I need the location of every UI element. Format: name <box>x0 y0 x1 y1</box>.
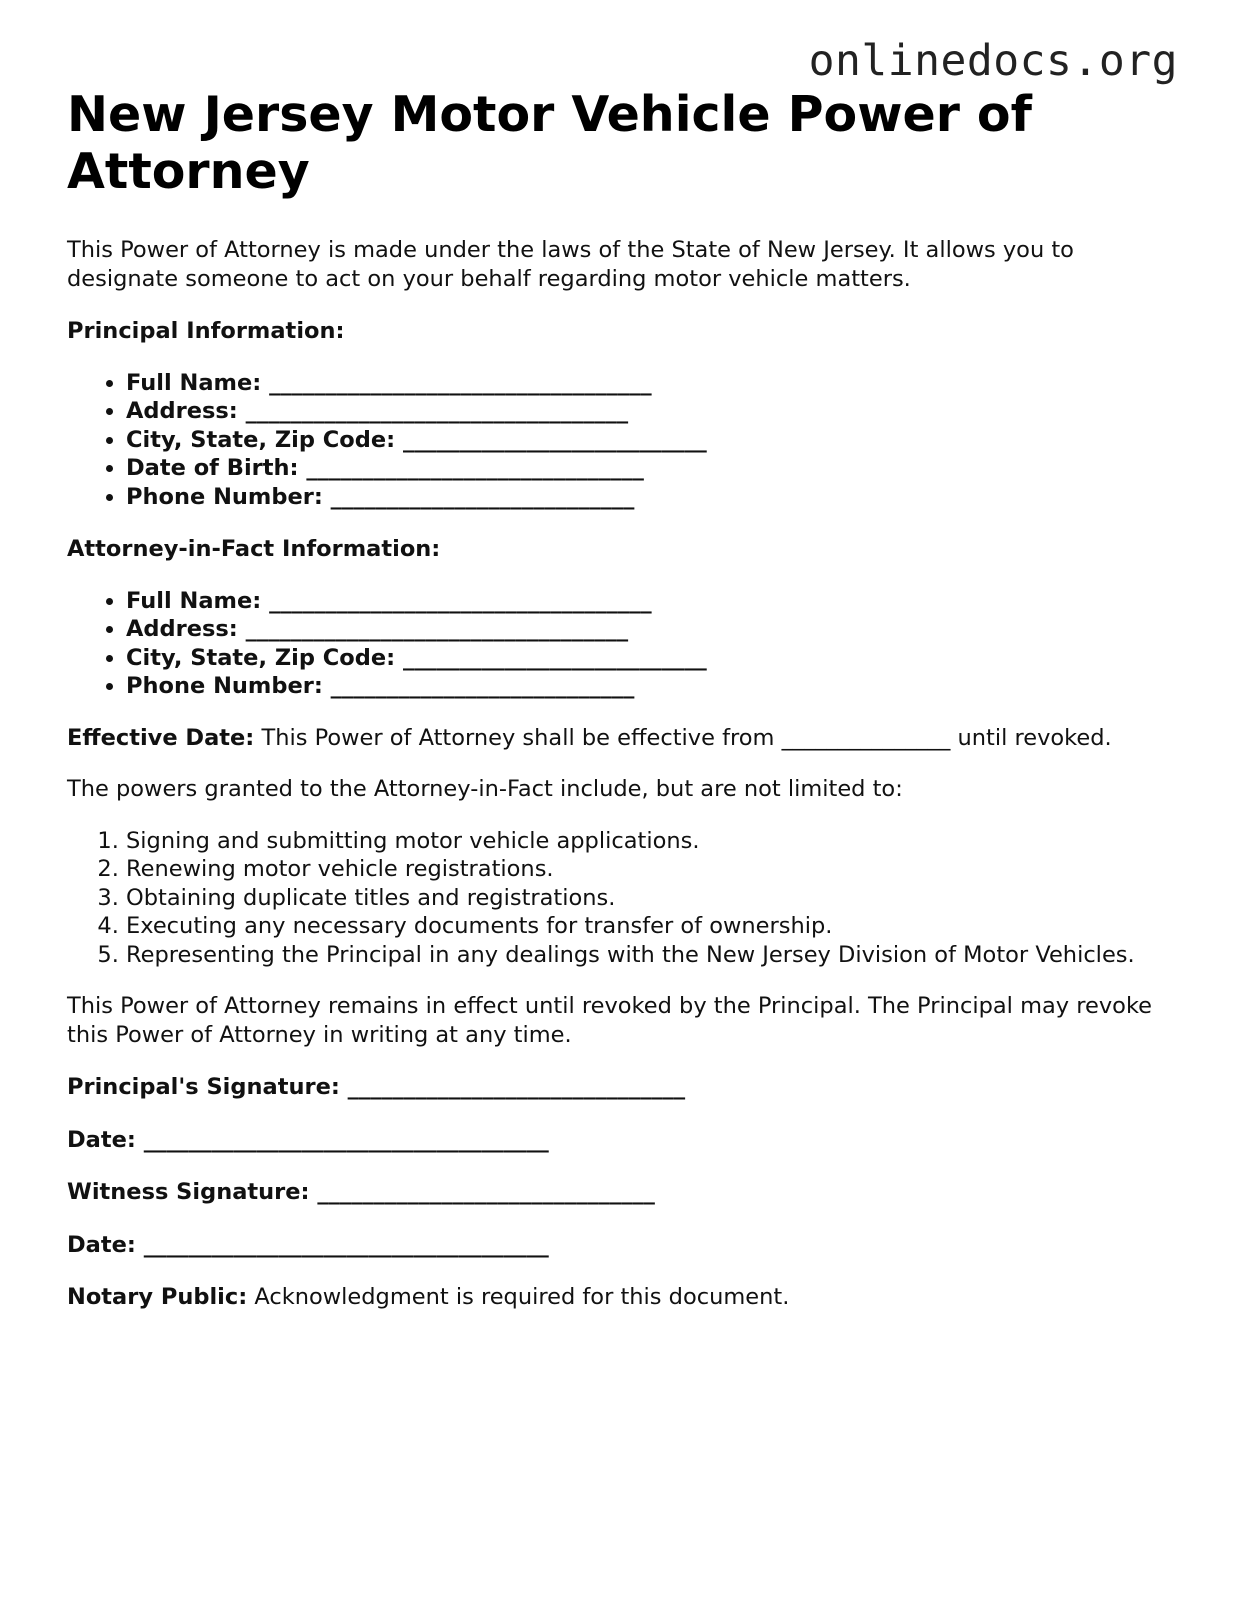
notary-text: Acknowledgment is required for this document. <box>247 1284 790 1310</box>
powers-intro: The powers granted to the Attorney-in-Fact include, but are not limited to: <box>67 776 903 802</box>
page-title: New Jersey Motor Vehicle Power of Attorney <box>67 86 1032 200</box>
witness-date-line: Date: ____________________________________ <box>67 1231 549 1258</box>
witness-signature-line: Witness Signature: ______________________________ <box>67 1179 655 1205</box>
watermark: onlinedocs.org <box>808 36 1178 86</box>
effective-date-paragraph <box>67 724 1177 753</box>
attorney-heading: Attorney-in-Fact Information: <box>67 536 441 562</box>
principal-heading: Principal Information: <box>67 318 345 344</box>
revocation-paragraph: This Power of Attorney remains in effect until revoked by the Principal. The Principal may revoke this Power of Attorney in writing at any time. <box>67 993 1153 1048</box>
power-item: 5. Representing the Principal in any dealings with the New Jersey Division of Motor Vehicles. <box>126 941 1177 970</box>
attorney-full-name-field: • Full Name: __________________________________ <box>126 587 1177 616</box>
effective-date-label: Effective Date: <box>67 724 255 751</box>
principal-address-field: • Address: __________________________________ <box>126 397 1177 426</box>
principal-signature-line: Principal's Signature: ______________________________ <box>67 1074 686 1100</box>
intro-paragraph: This Power of Attorney is made under the laws of the State of New Jersey. It allows you to designate someone to act on your behalf regarding motor vehicle matters. <box>67 237 1074 292</box>
effective-date-text: This Power of Attorney shall be effective from _______________ until revoked. <box>254 724 1112 751</box>
notary-label: Notary Public: <box>67 1284 248 1310</box>
principal-full-name-field: • Full Name: __________________________________ <box>126 369 1177 398</box>
power-item: 3. Obtaining duplicate titles and registrations. <box>126 884 1177 913</box>
principal-date-of-birth-field: • Date of Birth: ______________________________ <box>126 454 1177 483</box>
power-item: 4. Executing any necessary documents for transfer of ownership. <box>126 912 1177 941</box>
principal-phone-field: • Phone Number: ___________________________ <box>126 483 1177 512</box>
power-item: 1. Signing and submitting motor vehicle applications. <box>126 827 1177 856</box>
attorney-city-state-zip-field: • City, State, Zip Code: ___________________________ <box>126 644 1177 673</box>
principal-fields-list <box>67 369 1177 512</box>
document-page <box>67 86 1177 1312</box>
powers-list <box>67 827 1177 970</box>
notary-paragraph <box>67 1283 1177 1312</box>
attorney-fields-list <box>67 587 1177 701</box>
attorney-address-field: • Address: __________________________________ <box>126 615 1177 644</box>
attorney-phone-field: • Phone Number: ___________________________ <box>126 672 1177 701</box>
principal-date-line: Date: ____________________________________ <box>67 1126 549 1153</box>
power-item: 2. Renewing motor vehicle registrations. <box>126 855 1177 884</box>
principal-city-state-zip-field: • City, State, Zip Code: ___________________________ <box>126 426 1177 455</box>
